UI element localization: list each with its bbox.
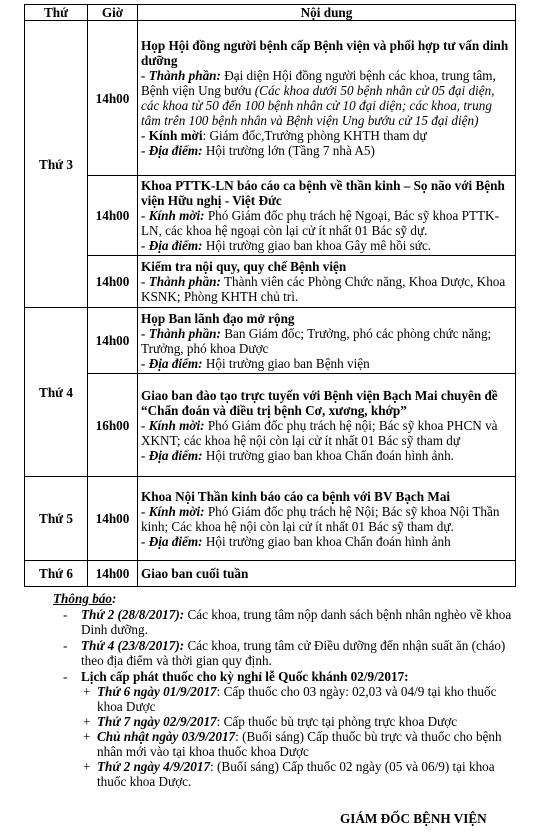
header-time: Giờ — [88, 5, 138, 21]
event-title: Giao ban đào tạo trực tuyến với Bệnh viện Bạch Mai chuyên đề “Chẩn đoán và điều trị bệnh Cơ, xương, khớp” — [141, 387, 498, 418]
table-row — [25, 308, 516, 374]
event-location: - Địa điểm: Hội trường lớn (Tầng 7 nhà A5) — [141, 143, 375, 158]
table-row — [25, 561, 516, 587]
event-content — [138, 561, 516, 587]
notice-section — [53, 591, 515, 789]
table-row — [25, 256, 516, 308]
event-title: Khoa Nội Thần kinh báo cáo ca bệnh với BV Bạch Mai — [141, 488, 451, 504]
signature-title: GIÁM ĐỐC BỆNH VIỆN — [340, 811, 487, 826]
dispensing-schedule-title: Lịch cấp phát thuốc cho kỳ nghỉ lễ Quốc khánh 02/9/2017: — [81, 669, 409, 684]
event-participants: - Thành phần: Ban Giám đốc; Trưởng, phó các phòng chức năng; Trưởng, phó khoa Dược — [141, 325, 492, 356]
event-content — [138, 374, 516, 477]
notice-subitem: + Thứ 6 ngày 01/9/2017: Cấp thuốc cho 03 ngày: 02,03 và 04/9 tại kho thuốc khoa Dược — [83, 684, 497, 714]
event-content — [138, 477, 516, 561]
dash-bullet-icon: - — [63, 607, 68, 622]
time-cell: 16h00 — [88, 374, 138, 477]
table-row — [25, 374, 516, 477]
notice-subitem: + Thứ 7 ngày 02/9/2017: Cấp thuốc bù trực tại phòng trực khoa Dược — [83, 714, 458, 729]
table-row — [25, 176, 516, 256]
event-title: Kiểm tra nội quy, quy chế Bệnh viện — [141, 259, 347, 274]
time-cell: 14h00 — [88, 308, 138, 374]
plus-bullet-icon: + — [83, 729, 91, 744]
schedule-table — [24, 4, 516, 587]
time-cell: 14h00 — [88, 256, 138, 308]
event-content — [138, 21, 516, 176]
plus-bullet-icon: + — [83, 759, 91, 774]
time-cell: 14h00 — [88, 21, 138, 176]
notice-item: - Thứ 2 (28/8/2017): Các khoa, trung tâm nộp danh sách bệnh nhân nghèo về khoa Dinh dưỡng. — [63, 607, 512, 637]
event-location: - Địa điểm: Hội trường giao ban khoa Chẩn đoán hình ảnh. — [141, 447, 454, 463]
day-cell: Thứ 4 — [25, 308, 88, 477]
table-row — [25, 21, 516, 176]
table-row — [25, 477, 516, 561]
event-title: Họp Ban lãnh đạo mở rộng — [141, 310, 295, 326]
event-participants: - Thành phần: Thành viên các Phòng Chức năng, Khoa Dược, Khoa KSNK; Phòng KHTH chủ trì. — [141, 274, 506, 304]
event-invitees: - Kính mời: Phó Giám đốc phụ trách hệ Ngoại, Bác sỹ khoa PTTK-LN, các khoa hệ ngoại còn lại cử ít nhất 01 Bác sỹ dự. — [141, 208, 499, 238]
event-invitees: - Kính mời: Giám đốc,Trưởng phòng KHTH tham dự — [141, 128, 427, 143]
table-header-row — [25, 5, 516, 21]
event-title: Họp Hội đồng người bệnh cấp Bệnh viện và phối hợp tư vấn dinh dưỡng — [141, 38, 509, 68]
time-cell: 14h00 — [88, 176, 138, 256]
header-content: Nội dung — [138, 5, 516, 21]
event-content — [138, 256, 516, 308]
time-cell: 14h00 — [88, 561, 138, 587]
time-cell: 14h00 — [88, 477, 138, 561]
day-cell: Thứ 3 — [25, 21, 88, 308]
day-cell: Thứ 6 — [25, 561, 88, 587]
plus-bullet-icon: + — [83, 684, 91, 699]
event-location: - Địa điểm: Hội trường giao ban khoa Gây mê hồi sức. — [141, 238, 432, 253]
day-cell: Thứ 5 — [25, 477, 88, 561]
header-day: Thứ — [25, 5, 88, 21]
plus-bullet-icon: + — [83, 714, 91, 729]
notice-heading-line: Thông báo: — [53, 591, 117, 606]
event-participants: - Thành phần: Đại diện Hội đồng người bệnh các khoa, trung tâm, Bệnh viện Ung bướu (Các khoa dưới 50 bệnh nhân cử 05 đại diện, các khoa từ 50 đến 100 bệnh nhân cử 10 đại diện; các khoa, trung tâm trên 100 bệnh nhân và Bệnh viện Ung bướu cử 15 đại diện) — [141, 68, 496, 128]
notice-subitem: + Chủ nhật ngày 03/9/2017: (Buổi sáng) Cấp thuốc bù trực và thuốc cho bệnh nhân mới vào tại khoa thuốc khoa Dược — [83, 729, 502, 759]
notice-heading: Thông báo — [53, 591, 112, 606]
event-content — [138, 308, 516, 374]
notice-item — [53, 669, 515, 789]
event-location: - Địa điểm: Hội trường giao ban khoa Chẩn đoán hình ảnh — [141, 533, 451, 549]
event-location: - Địa điểm: Hội trường giao ban Bệnh viện — [141, 355, 370, 371]
event-content — [138, 176, 516, 256]
event-invitees: - Kính mời: Phó Giám đốc phụ trách hệ Nội; Bác sỹ khoa Nội Thần kinh; Các khoa hệ nội còn lại cử ít nhất 01 Bác sỹ tham dự. — [141, 503, 500, 534]
event-invitees: - Kính mời: Phó Giám đốc phụ trách hệ nội; Bác sỹ khoa PHCN và XKNT; các khoa hệ nội còn lại cử ít nhất 01 Bác sỹ tham dự — [141, 417, 498, 448]
event-title: Giao ban cuối tuần — [141, 566, 249, 581]
dash-bullet-icon: - — [63, 669, 68, 684]
dash-bullet-icon: - — [63, 638, 68, 653]
event-title: Khoa PTTK-LN báo cáo ca bệnh về thần kinh – Sọ não với Bệnh viện Hữu nghị - Việt Đức — [141, 178, 505, 208]
notice-item: - Thứ 4 (23/8/2017): Các khoa, trung tâm cử Điều dưỡng đến nhận suất ăn (cháo) theo địa điểm và thời gian quy định. — [63, 638, 506, 668]
notice-subitem: + Thứ 2 ngày 4/9/2017: (Buổi sáng) Cấp thuốc 02 ngày (05 và 06/9) tại khoa thuốc khoa Dược. — [83, 759, 495, 789]
